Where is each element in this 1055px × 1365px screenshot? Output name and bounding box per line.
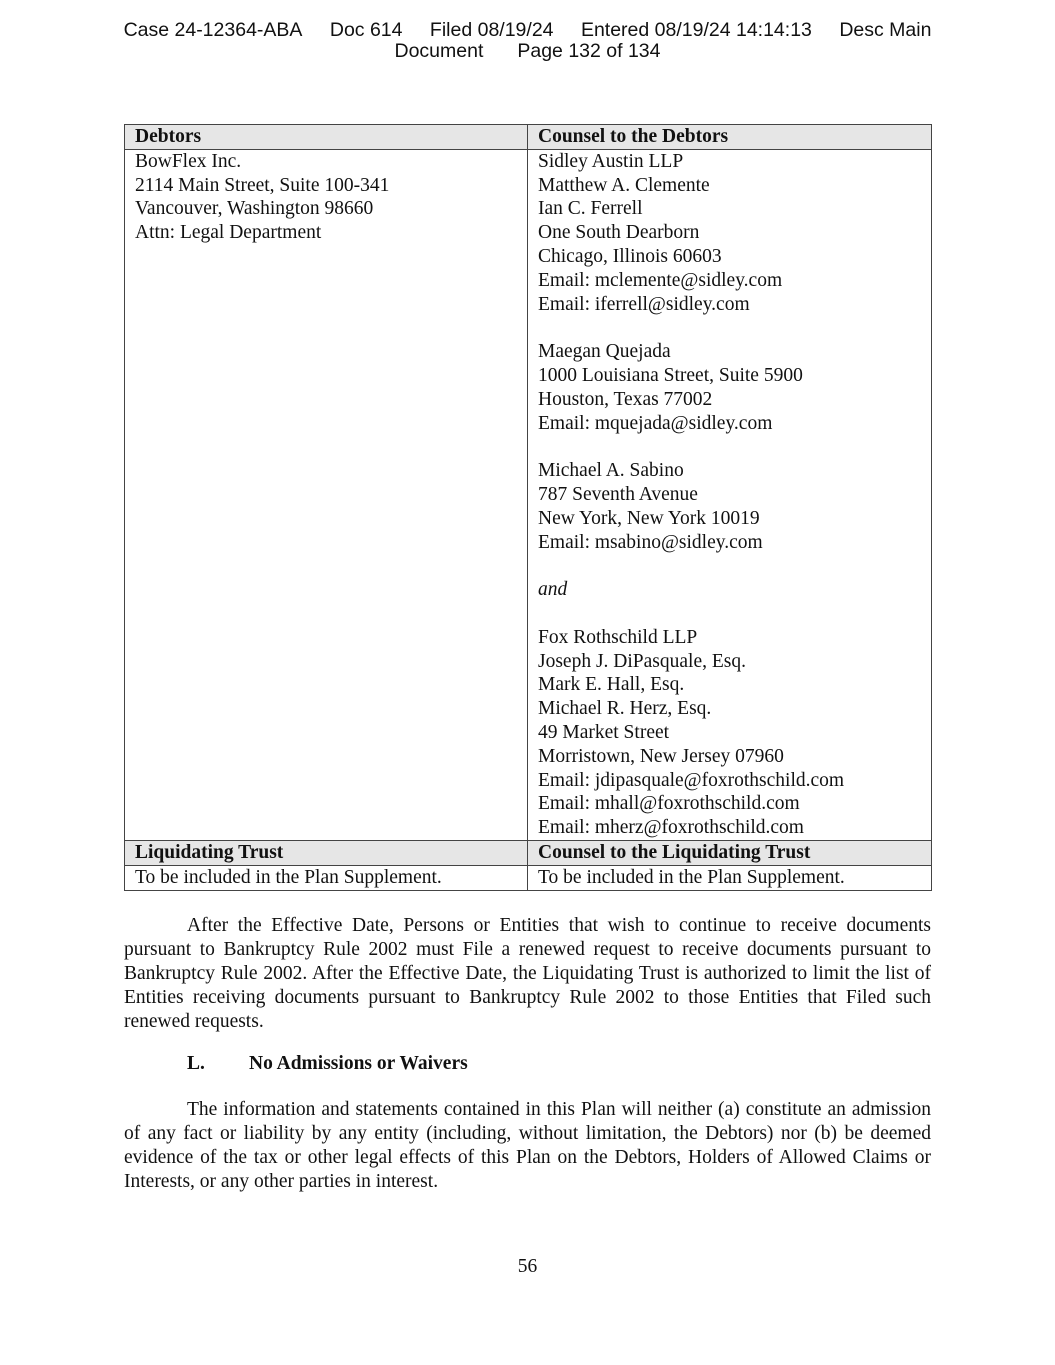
counsel-line: Email: mherz@foxrothschild.com	[538, 817, 804, 839]
court-filing-header	[0, 20, 1055, 62]
counsel-line: Houston, Texas 77002	[538, 388, 713, 410]
counsel-line: Email: iferrell@sidley.com	[538, 293, 750, 315]
section-number: L.	[187, 1053, 205, 1074]
debtors-line: Vancouver, Washington 98660	[135, 198, 374, 220]
counsel-line: Joseph J. DiPasquale, Esq.	[538, 650, 746, 672]
debtors-line: Attn: Legal Department	[135, 222, 322, 244]
desc-label: Desc Main	[839, 19, 932, 41]
section-title: No Admissions or Waivers	[249, 1053, 468, 1074]
counsel-trust-header: Counsel to the Liquidating Trust	[528, 840, 932, 865]
counsel-line: Email: msabino@sidley.com	[538, 531, 763, 553]
doc-number: Doc 614	[329, 19, 403, 41]
case-number: Case 24-12364-ABA	[123, 19, 303, 41]
counsel-line: 1000 Louisiana Street, Suite 5900	[538, 364, 803, 386]
counsel-line: One South Dearborn	[538, 222, 700, 244]
counsel-line: Ian C. Ferrell	[538, 198, 643, 220]
counsel-line: Maegan Quejada	[538, 341, 671, 363]
rule-2002-paragraph: After the Effective Date, Persons or Entities that wish to continue to receive documents pursuant to Bankruptcy Rule 2002 must File a renewed request to receive documents pursuant to Bankruptcy Rule 2002. After the Effective Date, the Liquidating Trust is authorized to limit the list of Entities receiving documents pursuant to Bankruptcy Rule 2002 to those Entities that Filed such renewed requests.	[124, 915, 931, 1032]
debtors-line: BowFlex Inc.	[135, 150, 242, 172]
counsel-line: 787 Seventh Avenue	[538, 483, 698, 505]
table-header-row	[125, 840, 932, 865]
counsel-spacer	[538, 554, 931, 578]
counsel-line: Mark E. Hall, Esq.	[538, 674, 685, 696]
counsel-line: Michael R. Herz, Esq.	[538, 698, 712, 720]
liquidating-trust-header: Liquidating Trust	[125, 840, 528, 865]
counsel-line: Email: jdipasquale@foxrothschild.com	[538, 769, 845, 791]
table-header-row	[125, 125, 932, 150]
filed-date: Filed 08/19/24	[429, 19, 554, 41]
page-number: 56	[517, 1256, 538, 1277]
counsel-line: Sidley Austin LLP	[538, 150, 684, 172]
counsel-line: Email: mclemente@sidley.com	[538, 269, 783, 291]
counsel-line: New York, New York 10019	[538, 507, 760, 529]
counsel-line: Michael A. Sabino	[538, 460, 684, 482]
counsel-spacer	[538, 602, 931, 626]
counsel-debtors-header: Counsel to the Debtors	[528, 125, 932, 150]
debtors-address-cell	[125, 149, 528, 840]
liquidating-trust-value: To be included in the Plan Supplement.	[125, 865, 528, 890]
table-row	[125, 865, 932, 890]
counsel-spacer	[538, 316, 931, 340]
counsel-line: Morristown, New Jersey 07960	[538, 745, 784, 767]
counsel-debtors-cell	[528, 149, 932, 840]
counsel-trust-value: To be included in the Plan Supplement.	[528, 865, 932, 890]
page-of-total: Page 132 of 134	[517, 40, 661, 62]
counsel-line: Email: mhall@foxrothschild.com	[538, 793, 800, 815]
no-admissions-paragraph: The information and statements contained in this Plan will neither (a) constitute an admission of any fact or liability by any entity (including, without limitation, the Debtors) nor (b) be deemed evidence of the tax or other legal effects of this Plan on the Debtors, Holders of Allowed Claims or Interests, or any other parties in interest.	[124, 1099, 931, 1192]
debtors-line: 2114 Main Street, Suite 100-341	[135, 174, 390, 196]
table-row	[125, 149, 932, 840]
counsel-line: Email: mquejada@sidley.com	[538, 412, 773, 434]
counsel-line: Chicago, Illinois 60603	[538, 245, 722, 267]
conjunction-and: and	[538, 579, 568, 601]
counsel-line: Fox Rothschild LLP	[538, 626, 698, 648]
entered-date: Entered 08/19/24 14:14:13	[580, 19, 812, 41]
counsel-spacer	[538, 435, 931, 459]
counsel-line: 49 Market Street	[538, 721, 670, 743]
debtors-header: Debtors	[125, 125, 528, 150]
document-label: Document	[394, 40, 484, 62]
counsel-line: Matthew A. Clemente	[538, 174, 710, 196]
notice-parties-table	[124, 124, 932, 891]
section-heading	[187, 1053, 468, 1075]
